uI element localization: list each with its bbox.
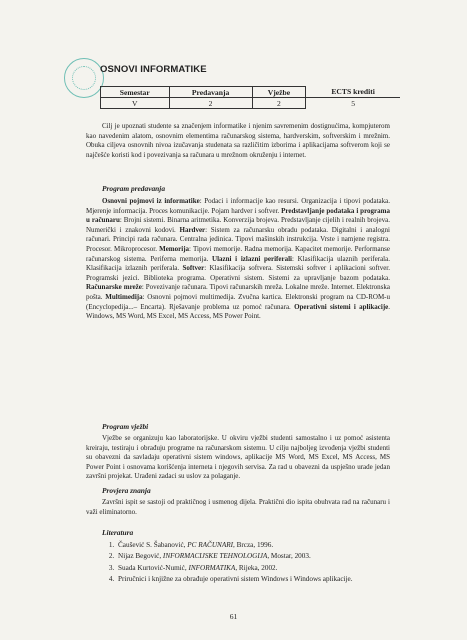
- provjera-paragraph: Završni ispit se sastoji od praktičnog i usmenog dijela. Praktični dio ispita obuhvata rad na računaru i važi eliminatorno.: [86, 498, 390, 516]
- seal-stamp-icon: [64, 58, 104, 98]
- predavanja-topic-bold: Memorija: [159, 244, 190, 253]
- vjezbe-heading: Program vježbi: [102, 422, 149, 431]
- literatura-item: 4. Priručnici i knjižne za obrađuje operativni sistem Windows i Windows aplikacije.: [116, 574, 406, 585]
- page-number: 61: [229, 612, 238, 621]
- provjera-heading: Provjera znanja: [102, 486, 151, 495]
- predavanja-text: : Podaci i informacije kao resursi. Organizacija i tipovi podataka. Mjerenje informacija. Proces komunikacije. Pojam hardver i softver.: [86, 197, 390, 215]
- literatura-heading: Literatura: [102, 528, 134, 537]
- predavanja-topic-bold: Operativni sistemi i aplikacije: [294, 302, 389, 311]
- predavanja-text: . Windows, MS Word, MS Excel, MS Access, MS Power Point.: [86, 302, 391, 321]
- course-title: OSNOVI INFORMATIKE: [100, 64, 207, 75]
- predavanja-topic-bold: Ulazni i izlazni periferali: [212, 254, 292, 263]
- predavanja-text: : Klasifikacija softvera. Sistemski softver i aplikacioni softver. Programski jezici. Biblioteka programa. Operativni sistem. Sistemi za upravljanje bazom podataka.: [86, 264, 391, 282]
- predavanja-topic-bold: Osnovni pojmovi iz informatike: [102, 197, 200, 205]
- predavanja-topic-bold: Hardver: [179, 225, 206, 234]
- predavanja-text: : Tipovi memorije. Radna memorija. Kapacitet memorije. Performanse računarskog sistema. Periferna memorija.: [86, 244, 390, 263]
- predavanja-topic-bold: Računarske mreže: [86, 283, 142, 292]
- predavanja-paragraph: [86, 197, 390, 322]
- predavanja-text: : Povezivanje računara. Tipovi računarskih mreža. Lokalne mreže. Internet. Elektronska pošta.: [86, 283, 390, 301]
- literatura-item: 1. Čaušević S. Šabanović, PC RAČUNARI, Brcza, 1996.: [116, 540, 406, 551]
- literatura-item: 3. Suada Kurtović-Numić, INFORMATIKA, Rijeka, 2002.: [116, 563, 406, 574]
- predavanja-topic-bold: Predstavljanje podataka i programa u računaru: [86, 206, 390, 225]
- predavanja-text: : Osnovni pojmovi multimedija. Zvučna kartica. Elektronski program na CD-ROM-u (Encyclopedija...– Encarta). Rješavanje problema uz pomoć računara.: [86, 292, 390, 311]
- predavanja-text: : Sistem za računarsku obradu podataka. Digitalni i analogni računari. Principi rada računara. Centralna jedinica. Tipovi mašinskih instrukcija. Vrste i namjene registra. Procesor. Mikroprocesor.: [86, 225, 391, 253]
- predavanja-topic-bold: Softver: [182, 264, 205, 273]
- intro-paragraph: Cilj je upoznati studente sa značenjem informatike i njenim savremenim dostignućima, kompjuterom kao navedenim alatom, osnovnim elementima računarskog sistema, hardverskim, softverskim i mrežnim. Obuka ciljeva osnovnih nivoa izučavanja studenata sa različitim izborima i aplikacijama softverom koji se najčešće koristi kod i povezivanja sa računara u mrežnom okruženju i internet.: [86, 122, 390, 159]
- predavanja-text: : Klasifikacija ulaznih periferala. Klasifikacija izlaznih periferala.: [86, 254, 390, 273]
- literatura-list: [100, 540, 406, 586]
- meta-value-ects: 5: [306, 98, 400, 109]
- meta-header-ects: ECTS krediti: [306, 87, 400, 98]
- predavanja-text: : Brojni sistemi. Binarna aritmetika. Konverzija brojeva. Predstavljanje cijelih i realnih brojeva. Numerički i znakovni kodovi.: [86, 216, 390, 234]
- predavanja-heading: Program predavanja: [102, 184, 166, 193]
- meta-header-predavanja: Predavanja: [169, 87, 252, 98]
- meta-value-vjezbe: 2: [252, 98, 306, 109]
- meta-header-semestar: Semestar: [101, 87, 170, 98]
- literatura-item: 2. Nijaz Begović, INFORMACIJSKE TEHNOLOGIJA, Mostar, 2003.: [116, 551, 406, 562]
- vjezbe-paragraph: Vježbe se organizuju kao laboratorijske. U okviru vježbi studenti samostalno i uz pomoć asistenta kreiraju, testiraju i obrađuju programe na računarskom sistemu. U cilju najboljeg izvođenja vježbi studenti su obavezni da savladaju operativni sistem windows, aplikacije MS Word, MS Excel, MS Access, MS Power Point i osnovama korišćenja interneta i njegovih servisa. Za rad u obavezni da uspješno urade jedan završni projekat. Urađeni zadaci su uslov za polaganje.: [86, 434, 390, 481]
- predavanja-topic-bold: Multimedija: [105, 292, 143, 301]
- course-meta-table: [100, 86, 400, 109]
- meta-header-vjezbe: Vježbe: [252, 87, 306, 98]
- meta-value-semestar: V: [101, 98, 170, 109]
- meta-value-predavanja: 2: [169, 98, 252, 109]
